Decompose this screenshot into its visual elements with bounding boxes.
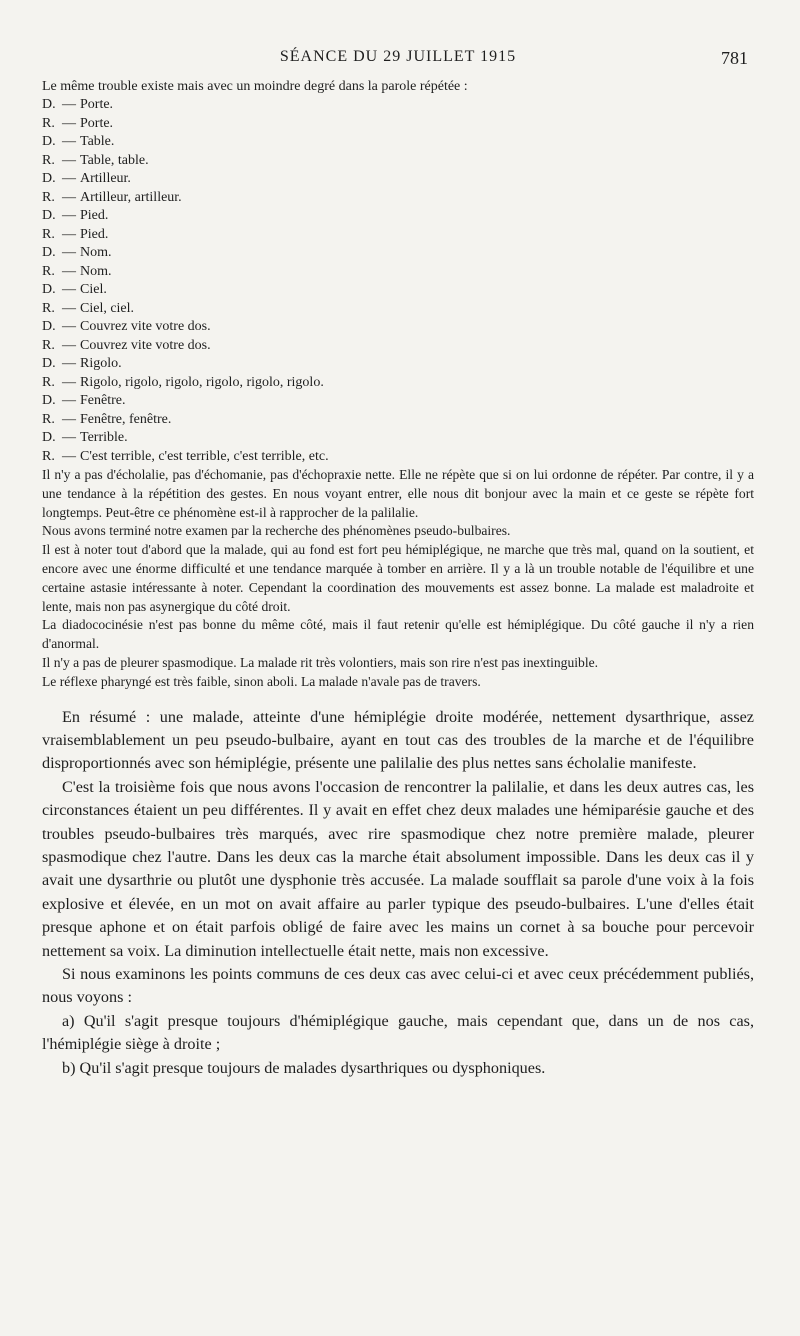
dialogue-line <box>42 115 754 134</box>
dialogue-line <box>42 133 754 152</box>
dialogue-line <box>42 429 754 448</box>
dialogue-text: Nom. <box>80 245 112 260</box>
dialogue-text: C'est terrible, c'est terrible, c'est terrible, etc. <box>80 448 329 464</box>
header-title: SÉANCE DU 29 JUILLET 1915 <box>279 48 517 65</box>
speaker-label: R. <box>42 411 55 427</box>
dialogue-text: Terrible. <box>80 430 128 445</box>
page-number: 781 <box>721 48 748 68</box>
dialogue-text: Rigolo. <box>80 356 122 371</box>
paragraph: En résumé : une malade, atteinte d'une hémiplégie droite modérée, nettement dysarthrique, assez vraisemblablement un peu pseudo-bulbaire, ayant en tout cas des troubles de la marche et de l'équilibre disproportionnés avec son hémiplégie, présente une palilalie des plus nettes sans écholalie manifeste. <box>42 707 754 773</box>
small-paragraph: Le réflexe pharyngé est très faible, sinon aboli. La malade n'avale pas de travers. <box>42 673 481 689</box>
dialogue-line <box>42 281 754 300</box>
dash: — <box>62 189 76 205</box>
dialogue-line <box>42 448 754 467</box>
intro-line: Le même trouble existe mais avec un moindre degré dans la parole répétée : <box>42 79 468 94</box>
speaker-label: R. <box>42 448 55 464</box>
speaker-label: R. <box>42 152 55 168</box>
dialogue-text: Ciel, ciel. <box>80 300 135 316</box>
dialogue-text: Fenêtre, fenêtre. <box>80 411 172 427</box>
dialogue-line <box>42 189 754 208</box>
small-paragraph: La diadococinésie n'est pas bonne du même côté, mais il faut retenir qu'elle est hémiplégique. Du côté gauche il n'y a rien d'anormal. <box>42 617 754 652</box>
paragraph: a) Qu'il s'agit presque toujours d'hémiplégique gauche, mais cependant que, dans un de nos cas, l'hémiplégie siège à droite ; <box>42 1011 754 1054</box>
dash: — <box>62 319 76 334</box>
dash: — <box>62 411 76 427</box>
dash: — <box>62 245 76 260</box>
dialogue-text: Artilleur, artilleur. <box>80 189 182 205</box>
speaker-label: D. <box>42 97 56 112</box>
speaker-label: R. <box>42 115 55 131</box>
dialogue-line <box>42 244 754 263</box>
dialogue-text: Couvrez vite votre dos. <box>80 337 211 353</box>
dialogue-line <box>42 300 754 319</box>
speaker-label: R. <box>42 189 55 205</box>
paragraph: Si nous examinons les points communs de ces deux cas avec celui-ci et avec ceux précédemment publiés, nous voyons : <box>42 965 754 1007</box>
dialogue-line <box>42 96 754 115</box>
dialogue-text: Rigolo, rigolo, rigolo, rigolo, rigolo, rigolo. <box>80 374 324 390</box>
dialogue-line <box>42 337 754 356</box>
dash: — <box>62 337 76 353</box>
dash: — <box>62 282 76 297</box>
dialogue-line <box>42 392 754 411</box>
speaker-label: R. <box>42 374 55 390</box>
dialogue-text: Table. <box>80 134 115 149</box>
main-text-block <box>42 706 754 1081</box>
small-paragraph: Il n'y a pas d'écholalie, pas d'échomanie, pas d'échopraxie nette. Elle ne répète que si on lui ordonne de répéter. Par contre, il y a une tendance à la répétition des gestes. En nous voyant entrer, elle nous dit bonjour avec la main et ce geste se répète fort longtemps. Peut-être ce phénomène est-il à rapprocher de la palilalie. <box>42 467 754 520</box>
dash: — <box>62 263 76 279</box>
dash: — <box>62 134 76 149</box>
speaker-label: D. <box>42 171 56 186</box>
speaker-label: D. <box>42 282 56 297</box>
dialogue-text: Pied. <box>80 226 109 242</box>
speaker-label: D. <box>42 393 56 408</box>
speaker-label: D. <box>42 430 56 445</box>
dialogue-line <box>42 226 754 245</box>
dash: — <box>62 356 76 371</box>
dash: — <box>62 115 76 131</box>
speaker-label: D. <box>42 245 56 260</box>
dialogue-line <box>42 152 754 171</box>
dash: — <box>62 97 76 112</box>
dialogue-text: Ciel. <box>80 282 107 297</box>
dash: — <box>62 374 76 390</box>
dialogue-line <box>42 355 754 374</box>
speaker-label: R. <box>42 226 55 242</box>
speaker-label: D. <box>42 319 56 334</box>
speaker-label: R. <box>42 337 55 353</box>
small-paragraph: Nous avons terminé notre examen par la recherche des phénomènes pseudo-bulbaires. <box>42 523 511 539</box>
speaker-label: D. <box>42 208 56 223</box>
dash: — <box>62 393 76 408</box>
dash: — <box>62 448 76 464</box>
dialogue-text: Table, table. <box>80 152 149 168</box>
dialogue-line <box>42 263 754 282</box>
dialogue-text: Porte. <box>80 97 114 112</box>
small-paragraph: Il n'y a pas de pleurer spasmodique. La malade rit très volontiers, mais son rire n'est pas inextinguible. <box>42 654 599 670</box>
dialogue-text: Couvrez vite votre dos. <box>80 319 211 334</box>
dash: — <box>62 171 76 186</box>
dialogue-text: Pied. <box>80 208 109 223</box>
dialogue-list <box>42 96 754 466</box>
dialogue-text: Nom. <box>80 263 112 279</box>
dash: — <box>62 226 76 242</box>
speaker-label: R. <box>42 263 55 279</box>
paragraph: C'est la troisième fois que nous avons l'occasion de rencontrer la palilalie, et dans les deux autres cas, les circonstances étaient un peu différentes. Il y avait en effet chez deux malades une hémiparésie gauche et des troubles pseudo-bulbaires très marqués, avec rire spasmodique chez notre première malade, pleurer spasmodique chez l'autre. Dans les deux cas la marche était absolument impossible. Dans les deux cas il y avait une dysarthrie ou plutôt une dysphonie très accusée. La malade soufflait sa parole d'une voix à la fois explosive et élevée, en un mot on avait affaire au parler typique des pseudo-bulbaires. L'une d'elles était presque aphone et on était parfois obligé de faire avec les mains un cornet à sa bouche pour percevoir nettement sa voix. La diminution intellectuelle était nette, mais non excessive. <box>42 777 754 960</box>
dash: — <box>62 152 76 168</box>
speaker-label: D. <box>42 134 56 149</box>
paragraph: b) Qu'il s'agit presque toujours de malades dysarthriques ou dysphoniques. <box>62 1058 546 1077</box>
dialogue-line <box>42 207 754 226</box>
dash: — <box>62 300 76 316</box>
small-text-block <box>42 466 754 692</box>
speaker-label: D. <box>42 356 56 371</box>
running-header <box>42 48 754 78</box>
dash: — <box>62 430 76 445</box>
small-paragraph: Il est à noter tout d'abord que la malade, qui au fond est fort peu hémiplégique, ne marche que très mal, quand on la soutient, et encore avec une énorme difficulté et une tendance marquée à tomber en arrière. Il y a là un trouble notable de l'équilibre et une certaine astasie intéressante à noter. Cependant la coordination des mouvements est assez bonne. La malade est maladroite et lente, mais non pas asynergique du côté droit. <box>42 542 754 614</box>
dash: — <box>62 208 76 223</box>
speaker-label: R. <box>42 300 55 316</box>
dialogue-text: Artilleur. <box>80 171 131 186</box>
dialogue-line <box>42 374 754 393</box>
dialogue-text: Fenêtre. <box>80 393 126 408</box>
dialogue-text: Porte. <box>80 115 114 131</box>
dialogue-line <box>42 411 754 430</box>
dialogue-line <box>42 170 754 189</box>
dialogue-line <box>42 318 754 337</box>
